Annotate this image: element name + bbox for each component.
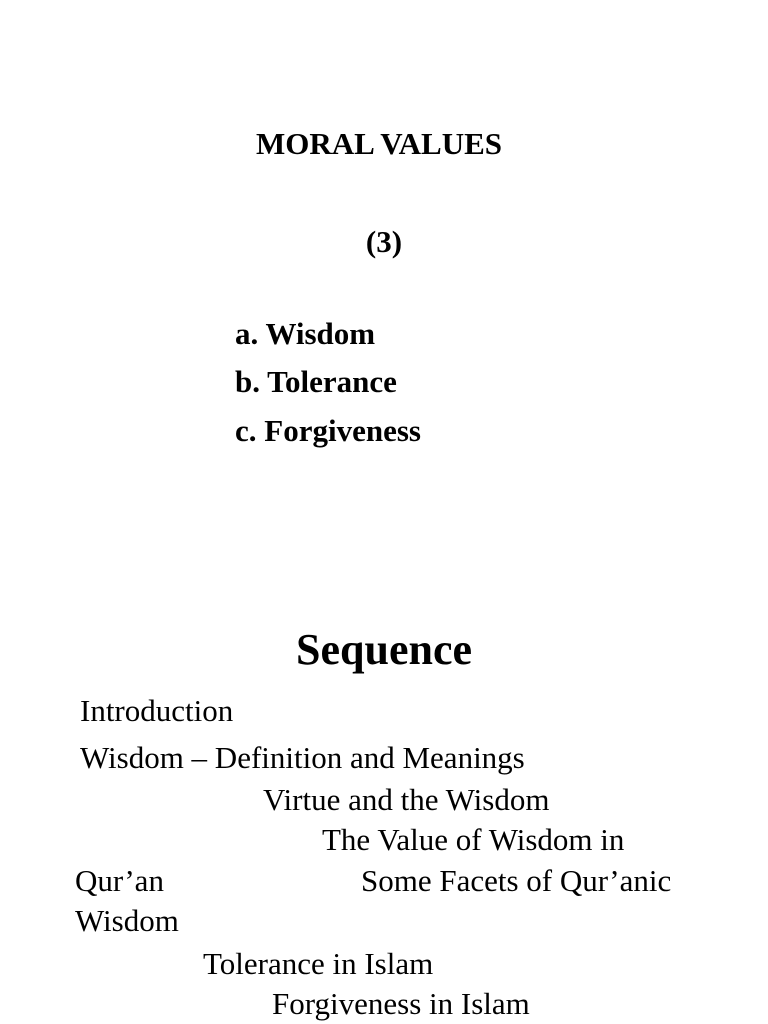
topic-item-wisdom: a. Wisdom (235, 316, 376, 351)
document-title: MORAL VALUES (255, 126, 503, 161)
topic-item-forgiveness: c. Forgiveness (235, 413, 421, 448)
sequence-item: Tolerance in Islam (203, 946, 434, 981)
sequence-item: Virtue and the Wisdom (263, 782, 550, 817)
document-number: (3) (365, 224, 403, 259)
sequence-item: Introduction (80, 693, 234, 728)
sequence-item: Some Facets of Qur’anic (361, 863, 672, 898)
sequence-heading: Sequence (296, 625, 472, 674)
sequence-item: Qur’an (75, 863, 164, 898)
sequence-item: Wisdom (75, 903, 179, 938)
sequence-item: The Value of Wisdom in (322, 822, 625, 857)
sequence-item: Forgiveness in Islam (272, 986, 530, 1021)
topic-item-tolerance: b. Tolerance (235, 364, 397, 399)
sequence-item: Wisdom – Definition and Meanings (80, 740, 525, 775)
